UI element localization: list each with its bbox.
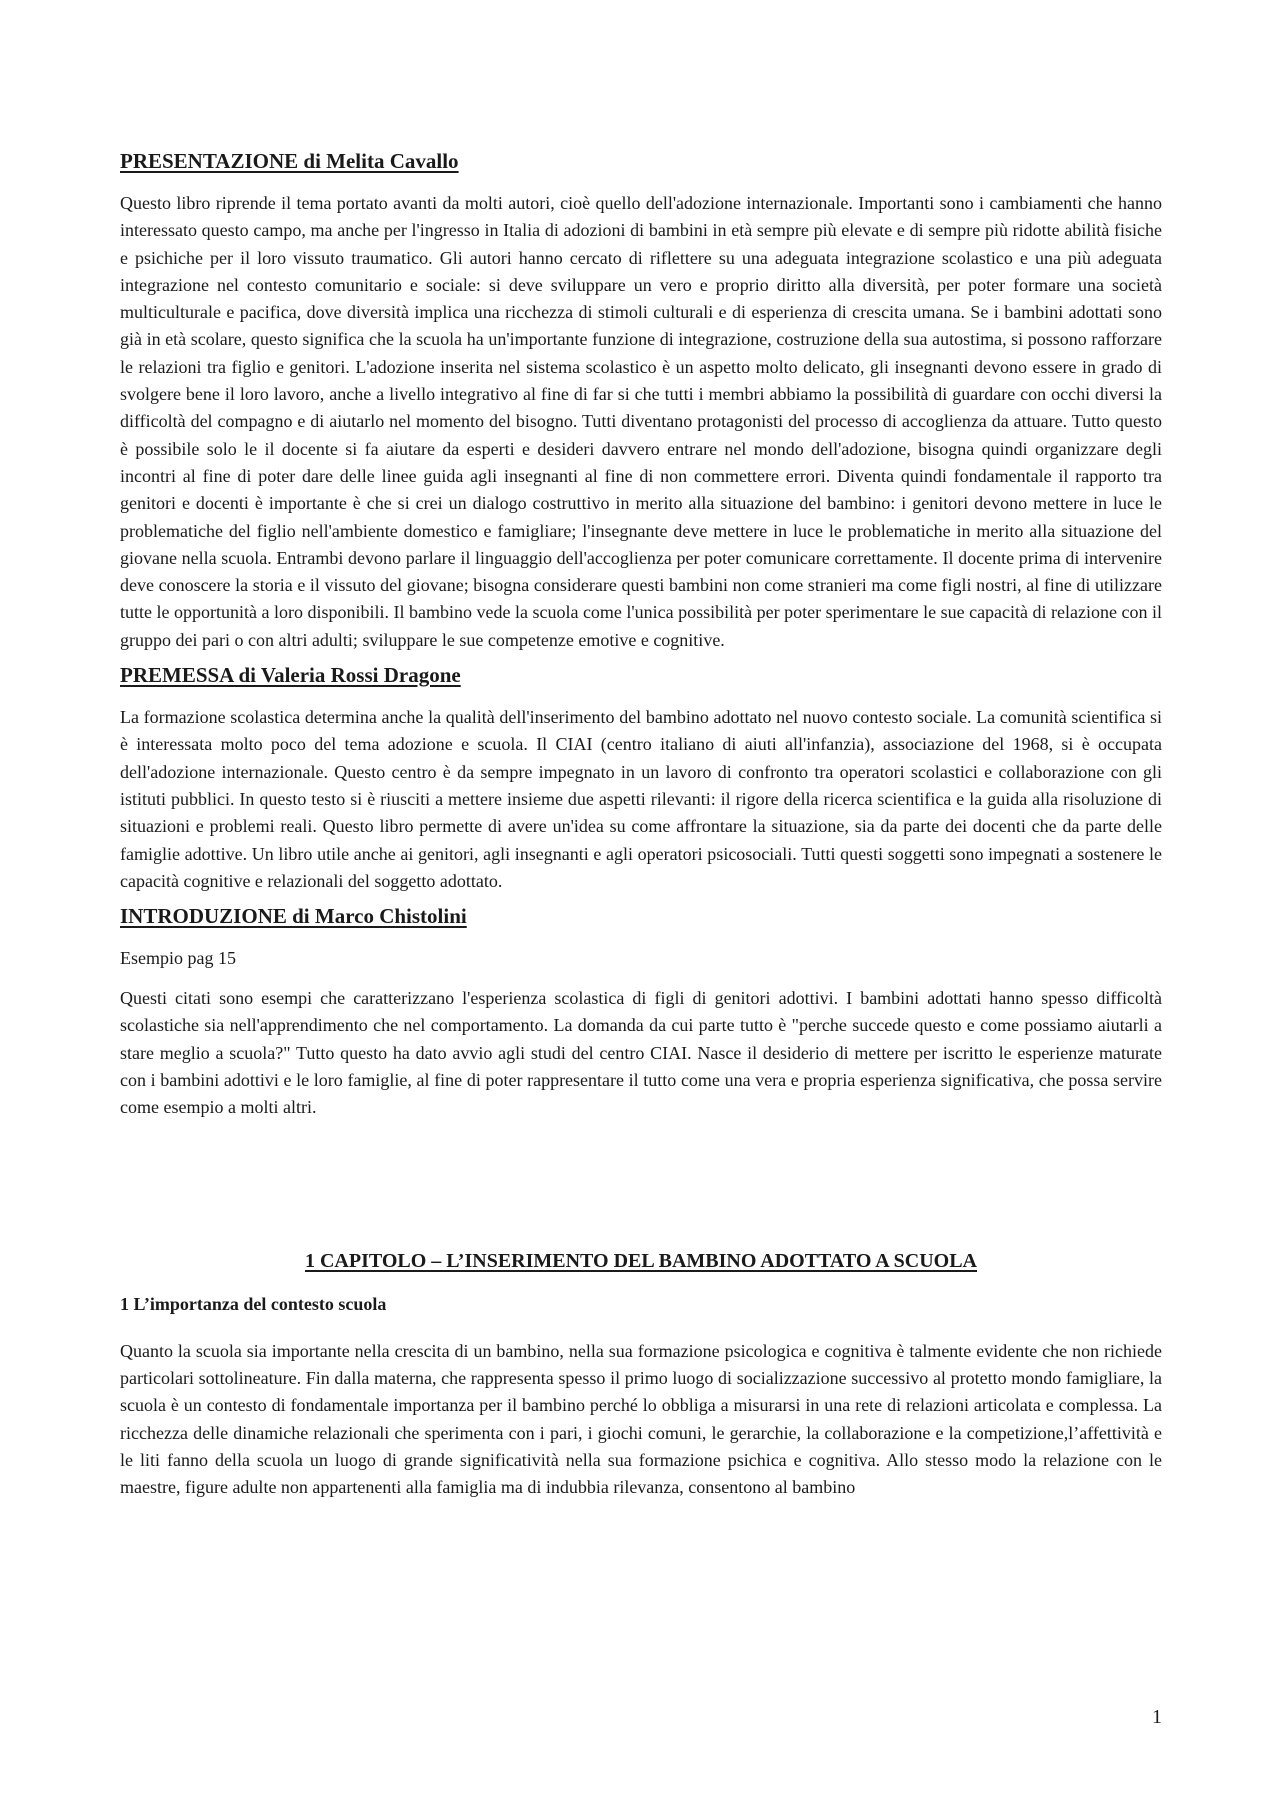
chapter-subheading: 1 L’importanza del contesto scuola [120, 1293, 387, 1314]
section-heading-presentazione: PRESENTAZIONE di Melita Cavallo [120, 149, 459, 173]
page-number: 1 [1152, 1706, 1162, 1728]
document-page [120, 148, 1162, 1509]
paragraph-presentazione: Questo libro riprende il tema portato avanti da molti autori, cioè quello dell'adozione internazionale. Importanti sono i cambiamenti che hanno interessato questo campo, ma anche per l'ingresso in Italia di adozioni di bambini in età sempre più elevate e di sempre più ridotte abilità fisiche e psichiche per il loro vissuto traumatico. Gli autori hanno cercato di riflettere su una adeguata integrazione scolastico e una più adeguata integrazione nel contesto comunitario e sociale: si deve sviluppare un vero e proprio diritto alla diversità, per poter formare una società multiculturale e pacifica, dove diversità implica una ricchezza di stimoli culturali e di esperienza di crescita umana. Se i bambini adottati sono già in età scolare, questo significa che la scuola ha un'importante funzione di integrazione, costruzione della sua autostima, si possono rafforzare le relazioni tra figlio e genitori. L'adozione inserita nel sistema scolastico è un aspetto molto delicato, gli insegnanti devono essere in grado di svolgere bene il loro lavoro, anche a livello integrativo al fine di far si che tutti i membri abbiamo la possibilità di guardare con occhi diversi la difficoltà del compagno e di aiutarlo nel momento del bisogno. Tutti diventano protagonisti del processo di accoglienza da attuare. Tutto questo è possibile solo le il docente si fa aiutare da esperti e desideri davvero entrare nel mondo dell'adozione, bisogna quindi organizzare degli incontri al fine di poter dare delle linee guida agli insegnanti al fine di non commettere errori. Diventa quindi fondamentale il rapporto tra genitori e docenti è importante è che si crei un dialogo costruttivo in merito alla situazione del bambino: i genitori devono mettere in luce le problematiche del figlio nell'ambiente domestico e famigliare; l'insegnante deve mettere in luce le problematiche in merito alla situazione del giovane nella scuola. Entrambi devono parlare il linguaggio dell'accoglienza per poter comunicare correttamente. Il docente prima di intervenire deve conoscere la storia e il vissuto del giovane; bisogna considerare questi bambini non come stranieri ma come figli nostri, al fine di utilizzare tutte le opportunità a loro disponibili. Il bambino vede la scuola come l'unica possibilità per poter sperimentare le sue capacità di relazione con il gruppo dei pari o con altri adulti; sviluppare le sue competenze emotive e cognitive. [120, 193, 1162, 650]
chapter-title: 1 CAPITOLO – L’INSERIMENTO DEL BAMBINO ADOTTATO A SCUOLA [304, 1249, 977, 1272]
section-heading-premessa: PREMESSA di Valeria Rossi Dragone [120, 663, 461, 688]
paragraph-chapter: Quanto la scuola sia importante nella crescita di un bambino, nella sua formazione psicologica e cognitiva è talmente evidente che non richiede particolari sottolineature. Fin dalla materna, che rappresenta spesso il primo luogo di socializzazione successivo al protetto mondo famigliare, la scuola è un contesto di fondamentale importanza per il bambino perché lo obbliga a misurarsi in una rete di relazioni articolata e complessa. La ricchezza delle dinamiche relazionali che sperimenta con i pari, i giochi comuni, le gerarchie, la collaborazione e la competizione,l’affettività e le liti fanno della scuola un luogo di grande significatività nella sua formazione psichica e cognitiva. Allo stesso modo la relazione con le maestre, figure adulte non appartenenti alla famiglia ma di indubbia rilevanza, consentono al bambino [120, 1340, 1162, 1498]
section-heading-introduzione: INTRODUZIONE di Marco Chistolini [120, 904, 467, 929]
paragraph-introduzione: Questi citati sono esempi che caratterizzano l'esperienza scolastica di figli di genitori adottivi. I bambini adottati hanno spesso difficoltà scolastiche sia nell'apprendimento che nel comportamento. La domanda da cui parte tutto è "perche succede questo e come possiamo aiutarli a stare meglio a scuola?" Tutto questo ha dato avvio agli studi del centro CIAI. Nasce il desiderio di mettere per iscritto le esperienze maturate con i bambini adottivi e le loro famiglie, al fine di poter rappresentare il tutto come una vera e propria esperienza significativa, che possa servire come esempio a molti altri. [120, 988, 1162, 1118]
spacer [120, 1130, 1162, 1248]
note-esempio: Esempio pag 15 [120, 948, 236, 969]
paragraph-premessa: La formazione scolastica determina anche la qualità dell'inserimento del bambino adottato nel nuovo contesto sociale. La comunità scientifica si è interessata molto poco del tema adozione e scuola. Il CIAI (centro italiano di aiuti all'infanzia), associazione del 1968, si è occupata dell'adozione internazionale. Questo centro è da sempre impegnato in un lavoro di confronto tra operatori scolastici e collaborazione con gli istituti pubblici. In questo testo si è riusciti a mettere insieme due aspetti rilevanti: il rigore della ricerca scientifica e la guida alla risoluzione di situazioni e problemi reali. Questo libro permette di avere un'idea su come affrontare la situazione, sia da parte dei docenti che da parte delle famiglie adottive. Un libro utile anche ai genitori, agli insegnanti e agli operatori psicosociali. Tutti questi soggetti sono impegnati a sostenere le capacità cognitive e relazionali del soggetto adottato. [120, 707, 1162, 891]
